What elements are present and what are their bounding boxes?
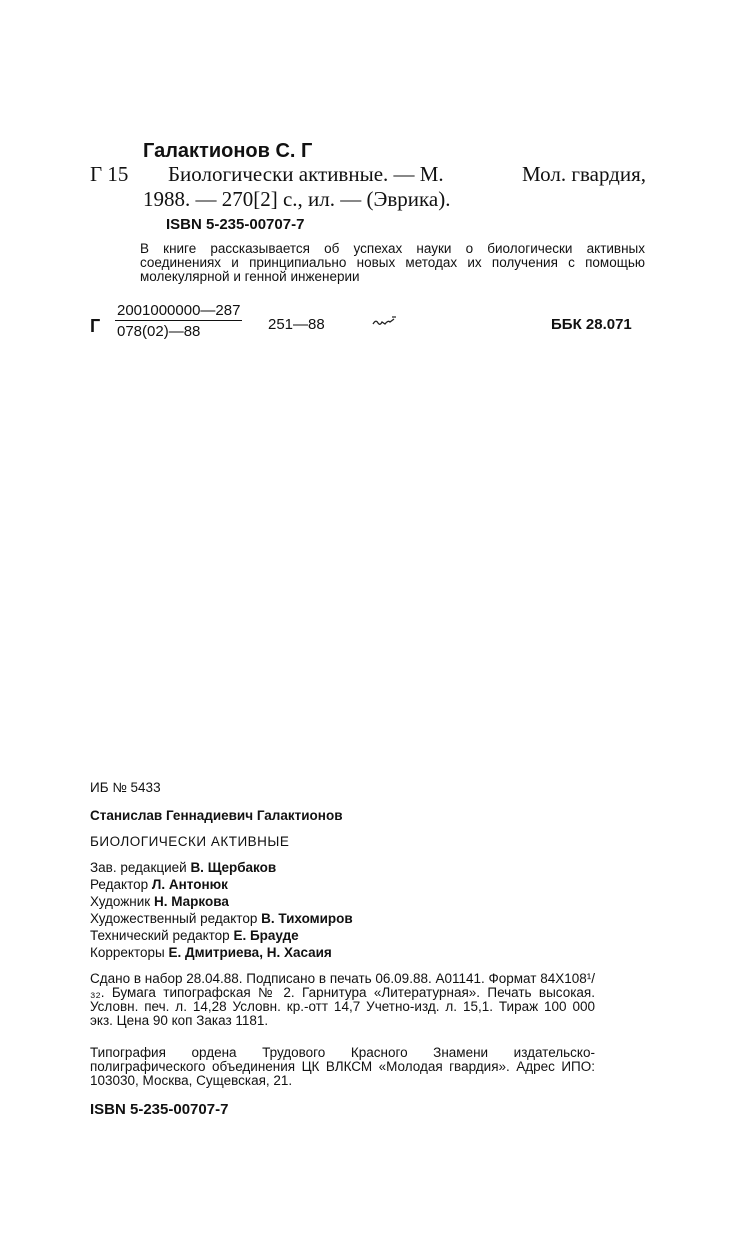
credits-list: [90, 859, 353, 961]
book-title: БИОЛОГИЧЕСКИ АКТИВНЫЕ: [90, 834, 290, 849]
author-heading: Галактионов С. Г: [143, 140, 313, 162]
fraction-denominator: 078(02)—88: [117, 323, 201, 340]
credit-line: Художник Н. Маркова: [90, 894, 229, 909]
printer-info: Типография ордена Трудового Красного Знамени издательско-полиграфического объединения ЦК ВЛКСМ «Молодая гвардия». Адрес ИПО: 103030, Москва, Сущевская, 21.: [90, 1045, 595, 1088]
printing-info: Сдано в набор 28.04.88. Подписано в печать 06.09.88. А01141. Формат 84Х108¹/₃₂. Бумага типографская № 2. Гарнитура «Литературная». Печать высокая. Условн. печ. л. 14,28 Условн. кр.-отт 14,7 Учетно-изд. л. 15,1. Тираж 100 000 экз. Цена 90 коп Заказ 1181.: [90, 971, 595, 1028]
title-line: [168, 162, 646, 187]
printer-mark-icon: [372, 315, 398, 333]
classification-fraction: [115, 302, 242, 340]
credit-line: Художественный редактор В. Тихомиров: [90, 911, 353, 926]
author-full-name: Станислав Геннадиевич Галактионов: [90, 808, 343, 823]
credit-line: Корректоры Е. Дмитриева, Н. Хасаия: [90, 945, 332, 960]
annotation-text: В книге рассказывается об успехах науки о биологически активных соединениях и принципиально новых методах их получения с помощью молекулярной и генной инженерии: [140, 241, 645, 284]
publication-line: 1988. — 270[2] с., ил. — (Эврика).: [143, 187, 451, 211]
fraction-suffix: 251—88: [268, 316, 325, 333]
isbn-top: ISBN 5-235-00707-7: [166, 216, 305, 233]
isbn-bottom: ISBN 5-235-00707-7: [90, 1101, 229, 1118]
credit-line: Зав. редакцией В. Щербаков: [90, 860, 277, 875]
classification-letter: Г: [90, 316, 101, 336]
bbk-code: ББК 28.071: [551, 316, 632, 333]
fraction-numerator: 2001000000—287: [117, 302, 241, 319]
title-text: Биологически активные. — М.: [168, 162, 444, 186]
ib-number: ИБ № 5433: [90, 780, 161, 795]
publisher-text: Мол. гвардия,: [522, 162, 646, 186]
catalog-index: Г 15: [90, 162, 129, 186]
credit-line: Редактор Л. Антонюк: [90, 877, 228, 892]
credit-line: Технический редактор Е. Брауде: [90, 928, 299, 943]
